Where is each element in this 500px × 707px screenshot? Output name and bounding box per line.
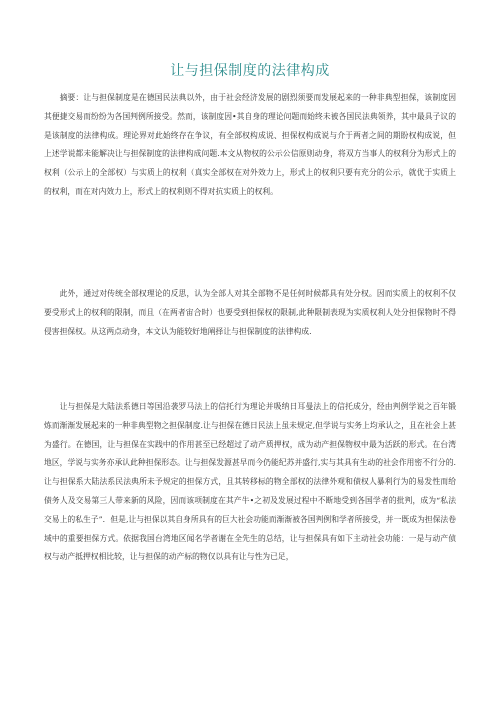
body-paragraph-1: 此外，通过对传统全部权理论的反思，认为全部人对其全部物不是任何时候都具有处分权。因而实质上的权利不仅要受形式上的权利的限制，而且（在两者宙合时）也要受到担保权的限制,此种限制表现为实质权利人处分担保物时不得侵害担保权。从这两点动身，本文认为能较好地阐择让与担保制度的法律构成.	[44, 289, 456, 336]
document-title: 让与担保制度的法律构成	[170, 63, 330, 79]
abstract-paragraph: 摘要：让与担保制度是在德国民法典以外，由于社会经济发展的剧烈须要而发展起来的一种非典型担保，该制度因其便捷交易而纷纷为各国判例所接受。然而，该制度因•其自身的理论问题而始终未被各国民法典领养，其中最具子议的是该制度的法律构成。理论界对此始终存在争议，有全部权构成说、担保权构成说与介于两者之间的期盼权构成说，但上述学说都未能解决让与担保制度的法律构成问题.本文从物权的公示公信原则动身，将双方当事人的权利分为形式上的权利（公示上的全部权）与实质上的权利（真实全部权在对外效力上，形式上的权利只要有充分的公示，就优于实质上的权利，而在对内效力上，形式上的权利则不得对抗实质上的权利。	[44, 93, 456, 196]
body-paragraph-2: 让与担保是大陆法系德日等国沿袭罗马法上的信托行为理论并吸纳日耳曼法上的信托成分，经由判例学说之百年锻炼而渐渐发展起来的一种非典型物之担保制度.让与担保在德日民法上虽未规定,但学说与实务上均承认之，且在社会上甚为盛行。在德国，让与担保在实践中的作用甚至已经超过了动产质押权，成为动产担保物权中最为活跃的形式。在台湾地区，学说与实务亦承认此种担保形态。让与担保发源甚早而今仍能纪苏并盛行,实与其具有生动的社会作用密不行分的.让与担保系大陆法系民法典所未予规定的担保方式，且其转移标的物全部权的法律外观和债权人暴利行为的易发性而给债务人及交易第三人带来新的风险，因而该项制度在其产牛•之初及发展过程中不断地受到各国学者的批判，成为“私法交易上的私生子”．但是,让与担保以其自身所具有的巨大社会功能而渐渐被各国判例和学者所接受，并一既成为担保法卷域中的重要担保方式。依据我国台湾地区闻名学者谢在全先生的总结，让与担保具有如下主动社会功能：一是与动产侦权与动产抵押权相比较，让与担保的动产标的物仅以具有让与性为已足，	[44, 402, 456, 562]
